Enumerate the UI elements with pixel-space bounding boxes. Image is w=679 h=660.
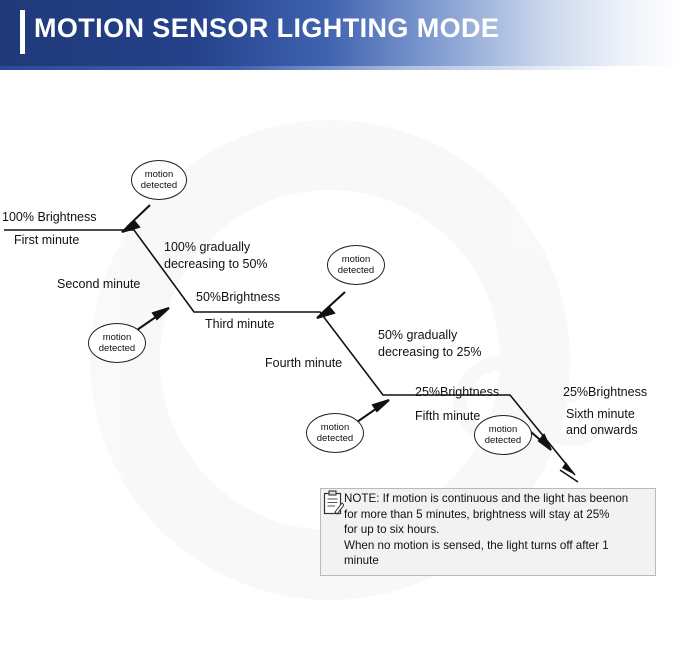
header-accent-bar — [20, 10, 25, 54]
note-line-4: When no motion is sensed, the light turns off after 1 — [344, 538, 609, 552]
motion-detected-bubble — [327, 245, 385, 285]
note-line-5: minute — [344, 554, 379, 567]
label-brightness-4-line2: decreasing to 25% — [378, 345, 482, 359]
label-brightness-4-line1: 50% gradually — [378, 328, 458, 342]
bubble-line1: motion — [144, 169, 174, 180]
bubble-line1: motion — [488, 424, 518, 435]
step-arrow-tail — [560, 470, 578, 482]
bubble-line2: detected — [316, 433, 354, 444]
motion-detected-bubble — [474, 415, 532, 455]
label-time-5: Fifth minute — [415, 409, 481, 423]
label-time-6-line1: Sixth minute — [566, 407, 635, 421]
bubble-line2: detected — [484, 435, 522, 446]
note-line-2: for more than 5 minutes, brightness will stay at 25% — [344, 507, 610, 521]
label-brightness-6: 25%Brightness — [563, 385, 648, 399]
label-brightness-1: 100% Brightness — [2, 210, 97, 224]
clipboard-note-icon — [322, 490, 344, 516]
label-brightness-3: 50%Brightness — [196, 290, 281, 304]
label-brightness-2-line1: 100% gradually — [164, 240, 251, 254]
bubble-line1: motion — [341, 254, 371, 265]
motion-detected-bubble — [131, 160, 187, 200]
label-brightness-5: 25%Brightness — [415, 385, 500, 399]
note-line-1: NOTE: If motion is continuous and the light has beenon — [344, 492, 629, 505]
bubble-line2: detected — [337, 265, 375, 276]
bubble-line1: motion — [320, 422, 350, 433]
diagram-canvas — [0, 70, 679, 660]
label-time-2: Second minute — [57, 277, 141, 291]
label-time-6-line2: and onwards — [566, 423, 638, 437]
label-time-1: First minute — [14, 233, 80, 247]
page-title: MOTION SENSOR LIGHTING MODE — [34, 13, 500, 43]
page-header — [0, 0, 679, 66]
label-brightness-2-line2: decreasing to 50% — [164, 257, 268, 271]
bubble-line2: detected — [140, 180, 178, 191]
motion-detected-bubble — [88, 323, 146, 363]
bubble-line2: detected — [98, 343, 136, 354]
motion-detected-bubble — [306, 413, 364, 453]
label-time-4: Fourth minute — [265, 356, 343, 370]
note-text — [344, 491, 656, 569]
bubble-line1: motion — [102, 332, 132, 343]
label-time-3: Third minute — [205, 317, 275, 331]
note-line-3: for up to six hours. — [344, 523, 440, 536]
